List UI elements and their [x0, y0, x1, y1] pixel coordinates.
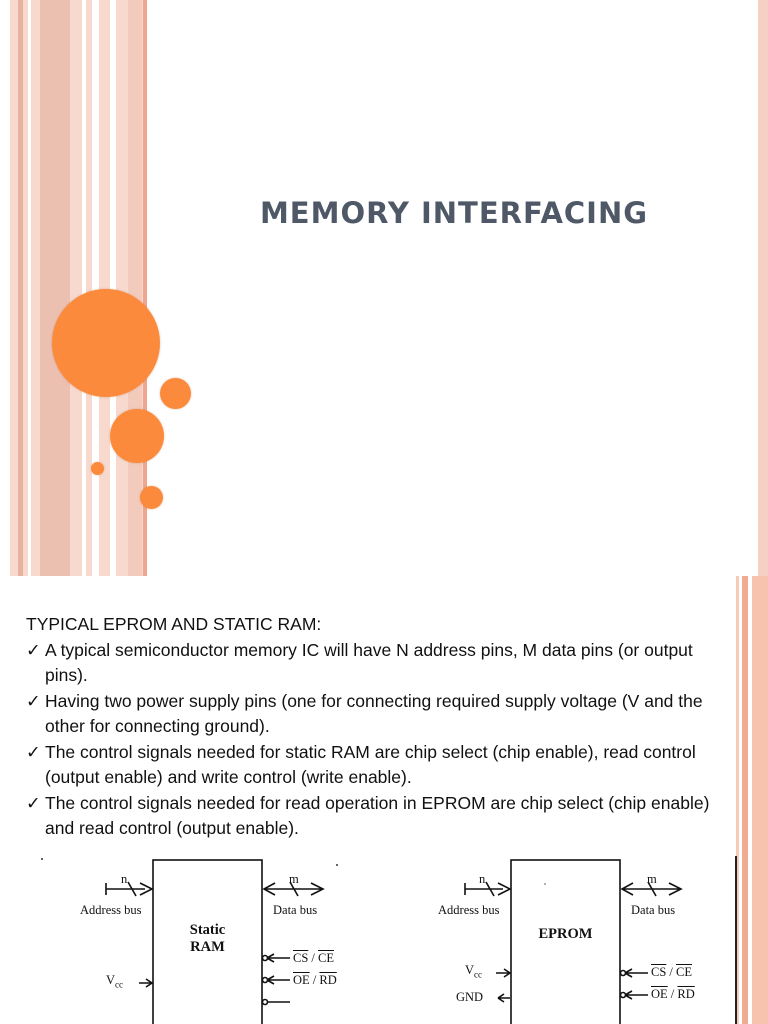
eprom-gnd-label: GND [456, 990, 484, 1004]
list-item [26, 689, 726, 739]
decorative-stripe [128, 0, 142, 576]
decorative-stripe [742, 576, 748, 1024]
bullet-list [26, 638, 726, 841]
memory-block-diagrams [0, 852, 735, 1024]
checkmark-icon: ✓ [26, 640, 41, 660]
eprom-ce: $\overline{CE}$ [676, 965, 693, 979]
eprom-cs-line [625, 969, 648, 977]
decorative-stripe-right [758, 0, 768, 576]
eprom-cs-sep: / [666, 965, 677, 979]
ram-name-line1: Static [189, 922, 226, 938]
checkmark-icon: ✓ [26, 691, 41, 711]
bullet-text: The control signals needed for read operation in EPROM are chip select (chip enable) and read control (output enable). [45, 793, 710, 838]
ram-name-line2: RAM [190, 939, 225, 955]
ram-vcc-arrow [139, 979, 152, 987]
eprom-oe-sep: / [667, 987, 678, 1001]
section-heading: TYPICAL EPROM AND STATIC RAM: [26, 614, 322, 634]
ram-address-width: n [121, 872, 128, 886]
decorative-stripe [40, 0, 70, 576]
slide-body [26, 612, 726, 842]
eprom-cs-ce-label [651, 965, 692, 980]
eprom-gnd-arrow [498, 994, 510, 1002]
eprom-vcc-v: V [465, 963, 475, 977]
decorative-circle-large [52, 289, 160, 397]
ram-rd: $\overline{RD}$ [319, 973, 337, 987]
ram-cs: $\overline{CS}$ [293, 951, 309, 965]
slide-edge-line [735, 856, 737, 1024]
decorative-circle-small [140, 486, 163, 509]
decorative-stripe [752, 576, 768, 1024]
ram-cs-line [267, 954, 290, 962]
content-slide [0, 576, 768, 1024]
eprom-vcc-sub: cc [474, 969, 483, 980]
ram-address-arrow [106, 882, 152, 896]
decorative-circle-tiny [91, 462, 104, 475]
eprom-oe-rd-label [651, 987, 695, 1002]
eprom-data-bus-label: Data bus [631, 903, 676, 917]
ram-address-bus-label: Address bus [80, 903, 142, 917]
ram-data-width: m [289, 872, 299, 886]
eprom-cs: $\overline{CS}$ [651, 965, 667, 979]
ram-oe-rd-label [293, 973, 337, 988]
ram-oe-sep: / [309, 973, 320, 987]
eprom-rd: $\overline{RD}$ [677, 987, 695, 1001]
checkmark-icon: ✓ [26, 793, 41, 813]
decorative-circle-small [160, 378, 191, 409]
eprom-oe: $\overline{OE}$ [651, 987, 668, 1001]
eprom-address-arrow [465, 882, 510, 896]
ram-cs-sep: / [308, 951, 319, 965]
ram-chip-name [170, 922, 245, 956]
ram-ce: $\overline{CE}$ [318, 951, 335, 965]
bullet-text: The control signals needed for static RAM are chip select (chip enable), read control (output enable) and write control (write enable). [45, 742, 696, 787]
bullet-text: A typical semiconductor memory IC will have N address pins, M data pins (or output pins). [45, 640, 693, 685]
decorative-stripe [28, 0, 31, 576]
decorative-stripe [110, 0, 116, 576]
ram-vcc-sub: cc [115, 979, 124, 990]
ram-oe-line [267, 976, 290, 984]
ram-vcc-label [106, 973, 123, 990]
ram-oe: $\overline{OE}$ [293, 973, 310, 987]
checkmark-icon: ✓ [26, 742, 41, 762]
diagram-lines [0, 852, 735, 1024]
eprom-chip-name: EPROM [538, 926, 593, 942]
decorative-stripe [92, 0, 99, 576]
eprom-vcc-label [465, 963, 482, 980]
eprom-address-width: n [479, 872, 486, 886]
ram-cs-ce-label [293, 951, 334, 966]
eprom-oe-line [625, 991, 648, 999]
eprom-vcc-arrow [496, 969, 510, 977]
list-item [26, 638, 726, 688]
list-item [26, 791, 726, 841]
slide-title: MEMORY INTERFACING [259, 196, 649, 230]
decorative-circle-medium [110, 409, 164, 463]
ram-vcc-v: V [106, 973, 116, 987]
list-item [26, 740, 726, 790]
ram-data-bus-label: Data bus [273, 903, 318, 917]
bullet-text: Having two power supply pins (one for connecting required supply voltage (V and the other for connecting ground). [45, 691, 703, 736]
decorative-stripe [18, 0, 23, 576]
eprom-data-width: m [647, 872, 657, 886]
eprom-address-bus-label: Address bus [438, 903, 500, 917]
decorative-stripe [82, 0, 86, 576]
